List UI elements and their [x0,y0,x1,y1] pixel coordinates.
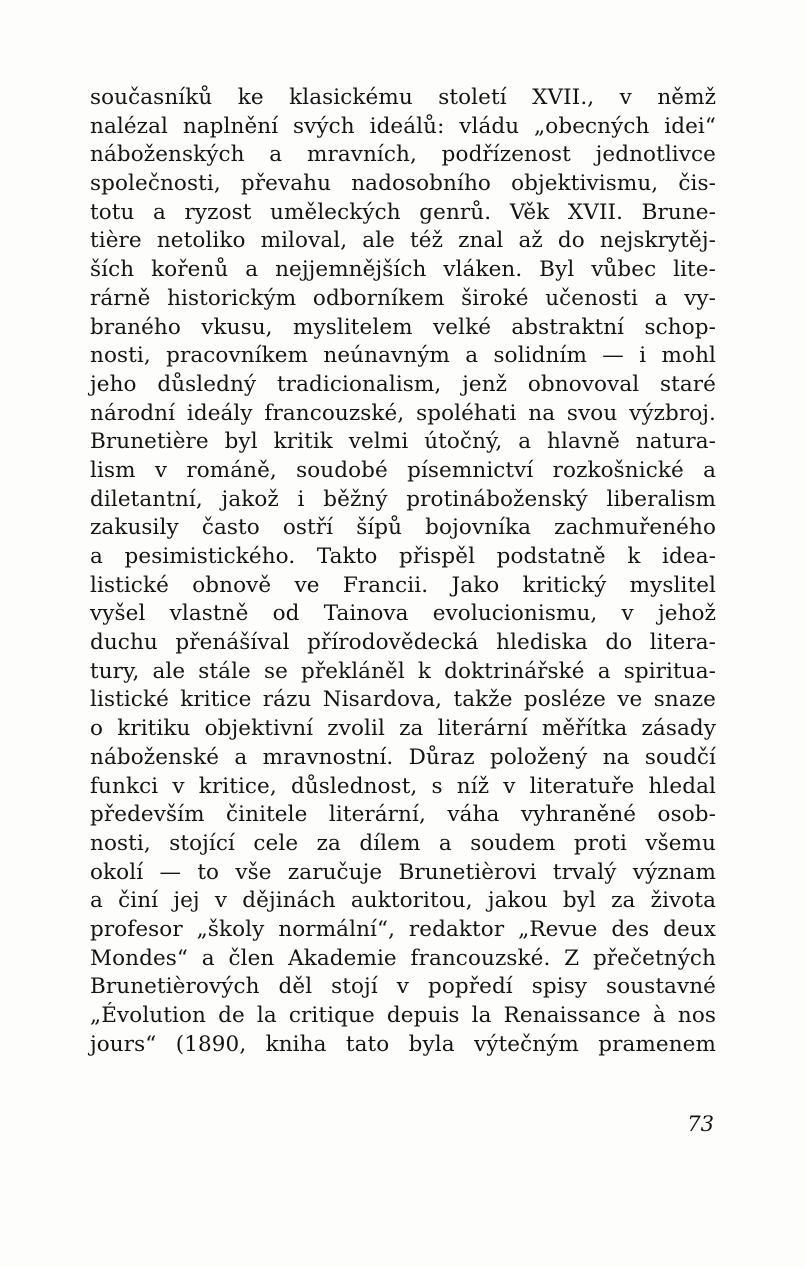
text-line: jeho důsledný tradicionalism, jenž obnovoval staré [90,371,716,397]
text-line: Brunetière byl kritik velmi útočný, a hlavně natura- [90,429,716,455]
text-line: duchu přenášíval přírodovědecká hlediska do litera- [90,630,716,656]
text-line: společnosti, převahu nadosobního objektivismu, čis- [90,171,716,197]
text-line: rárně historickým odborníkem široké učenosti a vy- [90,285,716,311]
text-line: lism v románě, soudobé písemnictví rozkošnické a [90,457,716,483]
text-line: náboženských a mravních, podřízenost jednotlivce [90,142,716,168]
text-line: tury, ale stále se překláněl k doktrinářské a spiritua- [90,658,716,684]
text-line: a činí jej v dějinách auktoritou, jakou byl za života [90,888,716,914]
text-line: národní ideály francouzské, spoléhati na svou výzbroj. [90,400,716,426]
text-line: nalézal naplnění svých ideálů: vládu „obecných idei“ [90,113,716,139]
text-line: profesor „školy normální“, redaktor „Revue des deux [90,916,716,942]
text-line: jours“ (1890, kniha tato byla výtečným pramenem [90,1031,716,1057]
text-line: nosti, pracovníkem neúnavným a solidním — i mohl [90,343,716,369]
page-number: 73 [687,1112,714,1136]
text-line: ších kořenů a nejjemnějších vláken. Byl vůbec lite- [90,257,716,283]
text-line: totu a ryzost uměleckých genrů. Věk XVII. Brune- [90,199,716,225]
text-line: „Évolution de la critique depuis la Renaissance à nos [90,1003,716,1028]
text-line: funkci v kritice, důslednost, s níž v literatuře hledal [90,773,716,799]
text-line: braného vkusu, myslitelem velké abstraktní schop- [90,314,716,340]
text-line: listické obnově ve Francii. Jako kritický myslitel [90,572,716,598]
text-line: okolí — to vše zaručuje Brunetièrovi trvalý význam [90,859,716,885]
text-line: zakusily často ostří šípů bojovníka zachmuřeného [90,515,716,541]
text-line: diletantní, jakož i běžný protináboženský liberalism [90,486,716,512]
text-line: listické kritice rázu Nisardova, takže posléze ve snaze [90,687,716,713]
text-line: tière netoliko miloval, ale též znal až do nejskrytěj- [90,228,716,254]
text-line: nosti, stojící cele za dílem a soudem proti všemu [90,830,716,856]
text-line: o kritiku objektivní zvolil za literární měřítka zásady [90,716,716,742]
text-line: především činitele literární, váha vyhraněné osob- [90,802,716,828]
text-line: náboženské a mravnostní. Důraz položený na soudčí [90,744,716,770]
text-line: současníků ke klasickému století XVII., v němž [90,85,716,110]
body-text [90,84,716,1059]
text-line: a pesimistického. Takto přispěl podstatně k idea- [90,544,716,569]
text-line: Mondes“ a člen Akademie francouzské. Z přečetných [90,945,716,971]
text-line: Brunetièrových děl stojí v popředí spisy soustavné [90,974,716,1000]
text-line: vyšel vlastně od Tainova evolucionismu, v jehož [90,601,716,627]
